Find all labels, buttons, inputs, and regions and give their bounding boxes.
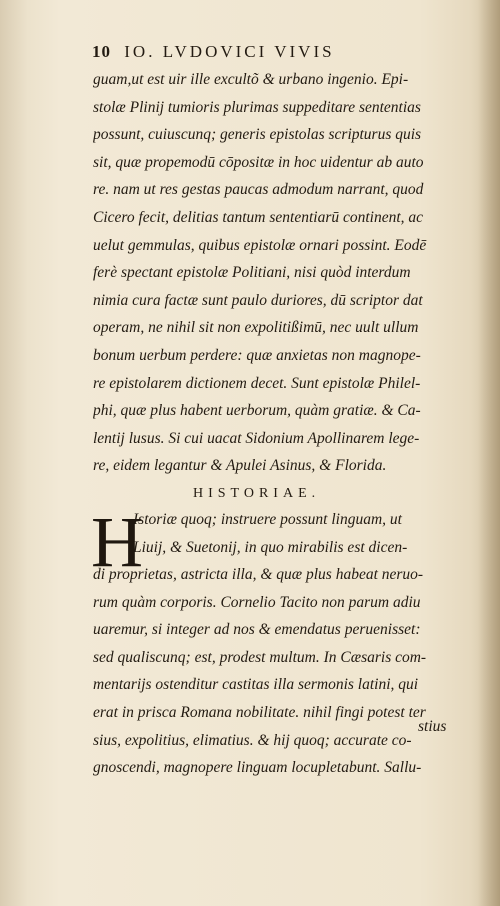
text-line: lentij lusus. Si cui uacat Sidonium Apollinarem lege- xyxy=(93,429,420,447)
text-line: gnoscendi, magnopere linguam locupletabunt. Sallu- xyxy=(93,759,422,777)
text-line: uaremur, si integer ad nos & emendatus peruenisset: xyxy=(93,621,421,639)
catchword: stius xyxy=(418,718,447,735)
page-number: 10 xyxy=(92,42,111,61)
text-line: guam,ut est uir ille excultõ & urbano ingenio. Epi- xyxy=(93,71,409,88)
text-line: uelut gemmulas, quibus epistolæ ornari possint. Eodē xyxy=(93,236,427,254)
text-line: operam, ne nihil sit non expolitißimū, nec uult ullum xyxy=(93,319,419,337)
text-line: sed qualiscunq; est, prodest multum. In Cæsaris com- xyxy=(93,648,427,666)
running-title: IO. LVDOVICI VIVIS xyxy=(124,42,335,61)
text-line: re. nam ut res gestas paucas admodum narrant, quod xyxy=(93,181,424,199)
text-line: bonum uerbum perdere: quæ anxietas non magnope- xyxy=(93,346,421,364)
text-line: re, eidem legantur & Apulei Asinus, & Florida. xyxy=(93,457,387,475)
text-line: sit, quæ propemodū cōpositæ in hoc uidentur ab auto xyxy=(93,153,424,171)
text-block xyxy=(93,66,455,782)
text-line: mentarijs ostenditur castitas illa sermonis latini, qui xyxy=(93,676,419,694)
text-line: sius, expolitius, elimatius. & hij quoq; accurate co- xyxy=(93,731,412,749)
gutter-shadow xyxy=(478,0,500,906)
text-line: ferè spectant epistolæ Politiani, nisi quòd interdum xyxy=(93,264,411,282)
text-line: Cicero fecit, delitias tantum sententiarū continent, ac xyxy=(93,208,424,226)
text-line: erat in prisca Romana nobilitate. nihil fingi potest ter xyxy=(93,704,426,722)
text-line: di proprietas, astricta illa, & quæ plus habeat neruo- xyxy=(93,566,424,584)
text-line: Istoriæ quoq; instruere possunt linguam, ut xyxy=(133,510,402,528)
initial-capital: H xyxy=(91,501,143,582)
text-line: rum quàm corporis. Cornelio Tacito non parum adiu xyxy=(93,593,421,611)
text-line: nimia cura factæ sunt paulo duriores, dū scriptor dat xyxy=(93,291,423,309)
section-heading: HISTORIAE. xyxy=(193,485,321,501)
text-line: Liuij, & Suetonij, in quo mirabilis est dicen- xyxy=(133,538,408,556)
running-head xyxy=(92,42,452,64)
text-line: re epistolarem dictionem decet. Sunt epistolæ Philel- xyxy=(93,374,421,392)
text-line: stolæ Plinij tumioris plurimas suppeditare sententias xyxy=(93,98,421,116)
text-line: phi, quæ plus habent uerborum, quàm gratiæ. & Ca- xyxy=(93,402,421,420)
text-line: possunt, cuiuscunq; generis epistolas scripturus quis xyxy=(93,126,422,144)
